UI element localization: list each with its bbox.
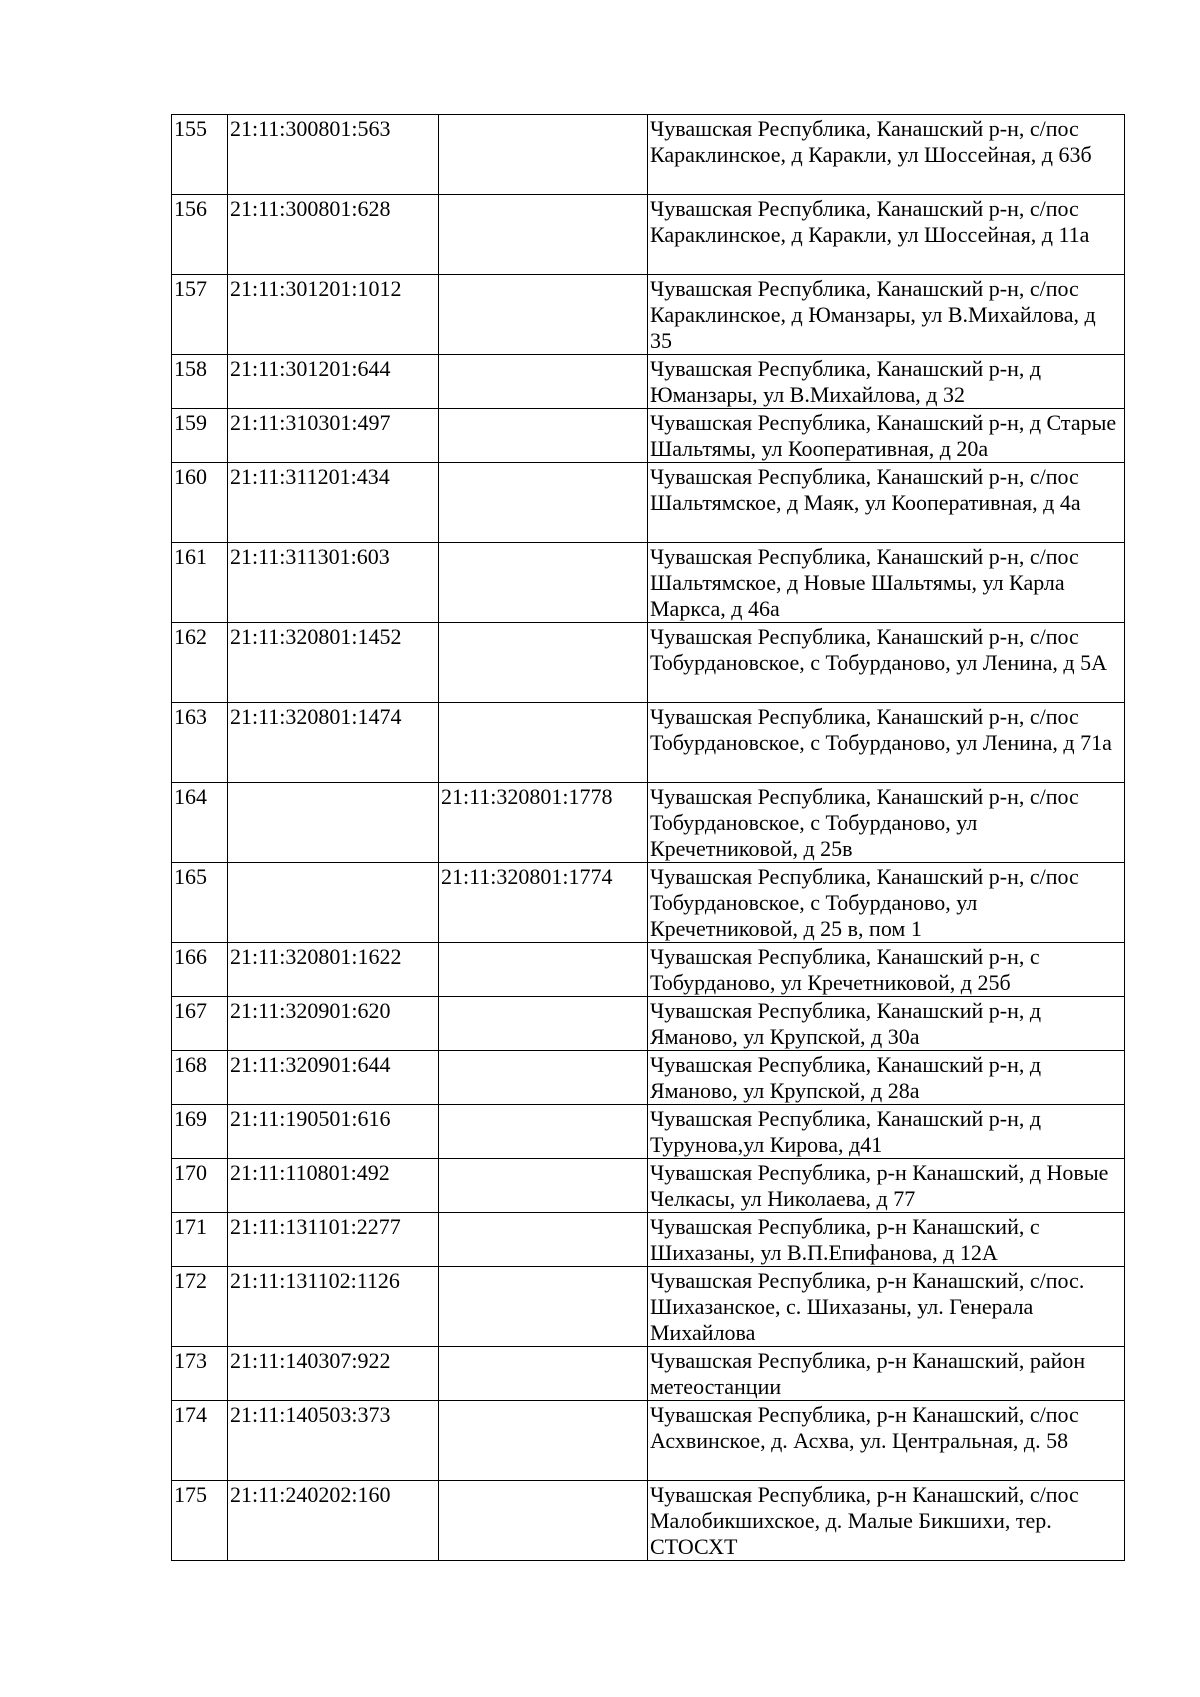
land-cadastral-number-cell: 21:11:311201:434	[228, 463, 439, 543]
row-number-cell: 161	[172, 543, 228, 623]
object-cadastral-number-cell	[439, 115, 648, 195]
object-cadastral-number-cell	[439, 1105, 648, 1159]
land-cadastral-number-cell: 21:11:131102:1126	[228, 1267, 439, 1347]
registry-table	[171, 114, 1125, 1561]
land-cadastral-number-cell: 21:11:320801:1474	[228, 703, 439, 783]
row-number-cell: 165	[172, 863, 228, 943]
table-row	[172, 543, 1125, 623]
land-cadastral-number-cell	[228, 863, 439, 943]
address-cell: Чувашская Республика, р-н Канашский, д Новые Челкасы, ул Николаева, д 77	[648, 1159, 1125, 1213]
table-row	[172, 275, 1125, 355]
row-number-cell: 175	[172, 1481, 228, 1561]
address-cell: Чувашская Республика, Канашский р-н, с/пос Тобурдановское, с Тобурданово, ул Ленина, д 5А	[648, 623, 1125, 703]
address-cell: Чувашская Республика, Канашский р-н, с/пос Караклинское, д Каракли, ул Шоссейная, д 63б	[648, 115, 1125, 195]
registry-table-body	[172, 115, 1125, 1561]
row-number-cell: 162	[172, 623, 228, 703]
land-cadastral-number-cell: 21:11:320801:1452	[228, 623, 439, 703]
table-row	[172, 355, 1125, 409]
object-cadastral-number-cell	[439, 623, 648, 703]
land-cadastral-number-cell: 21:11:110801:492	[228, 1159, 439, 1213]
table-row	[172, 1213, 1125, 1267]
table-row	[172, 115, 1125, 195]
row-number-cell: 172	[172, 1267, 228, 1347]
address-cell: Чувашская Республика, Канашский р-н, с/пос Шальтямское, д Новые Шальтямы, ул Карла Маркса, д 46а	[648, 543, 1125, 623]
table-row	[172, 463, 1125, 543]
table-row	[172, 783, 1125, 863]
table-row	[172, 1481, 1125, 1561]
land-cadastral-number-cell: 21:11:300801:628	[228, 195, 439, 275]
row-number-cell: 170	[172, 1159, 228, 1213]
table-row	[172, 1401, 1125, 1481]
address-cell: Чувашская Республика, р-н Канашский, с/пос. Шихазанское, с. Шихазаны, ул. Генерала Михайлова	[648, 1267, 1125, 1347]
table-row	[172, 863, 1125, 943]
table-row	[172, 1105, 1125, 1159]
address-cell: Чувашская Республика, Канашский р-н, с Тобурданово, ул Кречетниковой, д 25б	[648, 943, 1125, 997]
table-row	[172, 703, 1125, 783]
row-number-cell: 159	[172, 409, 228, 463]
object-cadastral-number-cell	[439, 943, 648, 997]
address-cell: Чувашская Республика, р-н Канашский, с Шихазаны, ул В.П.Епифанова, д 12А	[648, 1213, 1125, 1267]
row-number-cell: 164	[172, 783, 228, 863]
land-cadastral-number-cell: 21:11:310301:497	[228, 409, 439, 463]
land-cadastral-number-cell: 21:11:140503:373	[228, 1401, 439, 1481]
table-row	[172, 623, 1125, 703]
address-cell: Чувашская Республика, р-н Канашский, с/пос Асхвинское, д. Асхва, ул. Центральная, д. 58	[648, 1401, 1125, 1481]
row-number-cell: 166	[172, 943, 228, 997]
table-row	[172, 1347, 1125, 1401]
row-number-cell: 158	[172, 355, 228, 409]
row-number-cell: 169	[172, 1105, 228, 1159]
land-cadastral-number-cell: 21:11:301201:644	[228, 355, 439, 409]
table-row	[172, 997, 1125, 1051]
row-number-cell: 160	[172, 463, 228, 543]
object-cadastral-number-cell	[439, 703, 648, 783]
object-cadastral-number-cell	[439, 1401, 648, 1481]
address-cell: Чувашская Республика, Канашский р-н, д Юманзары, ул В.Михайлова, д 32	[648, 355, 1125, 409]
object-cadastral-number-cell	[439, 1267, 648, 1347]
object-cadastral-number-cell	[439, 1051, 648, 1105]
land-cadastral-number-cell: 21:11:320901:620	[228, 997, 439, 1051]
table-row	[172, 943, 1125, 997]
land-cadastral-number-cell	[228, 783, 439, 863]
object-cadastral-number-cell: 21:11:320801:1778	[439, 783, 648, 863]
address-cell: Чувашская Республика, Канашский р-н, с/пос Караклинское, д Каракли, ул Шоссейная, д 11а	[648, 195, 1125, 275]
land-cadastral-number-cell: 21:11:300801:563	[228, 115, 439, 195]
address-cell: Чувашская Республика, Канашский р-н, с/пос Тобурдановское, с Тобурданово, ул Ленина, д 71а	[648, 703, 1125, 783]
table-row	[172, 1267, 1125, 1347]
row-number-cell: 171	[172, 1213, 228, 1267]
row-number-cell: 173	[172, 1347, 228, 1401]
row-number-cell: 156	[172, 195, 228, 275]
object-cadastral-number-cell	[439, 463, 648, 543]
address-cell: Чувашская Республика, Канашский р-н, с/пос Тобурдановское, с Тобурданово, ул Кречетниковой, д 25 в, пом 1	[648, 863, 1125, 943]
address-cell: Чувашская Республика, Канашский р-н, с/пос Караклинское, д Юманзары, ул В.Михайлова, д 35	[648, 275, 1125, 355]
object-cadastral-number-cell: 21:11:320801:1774	[439, 863, 648, 943]
land-cadastral-number-cell: 21:11:320801:1622	[228, 943, 439, 997]
address-cell: Чувашская Республика, Канашский р-н, д Яманово, ул Крупской, д 28а	[648, 1051, 1125, 1105]
object-cadastral-number-cell	[439, 543, 648, 623]
object-cadastral-number-cell	[439, 1481, 648, 1561]
address-cell: Чувашская Республика, Канашский р-н, д Яманово, ул Крупской, д 30а	[648, 997, 1125, 1051]
row-number-cell: 174	[172, 1401, 228, 1481]
address-cell: Чувашская Республика, р-н Канашский, с/пос Малобикшихское, д. Малые Бикшихи, тер. СТОСХТ	[648, 1481, 1125, 1561]
row-number-cell: 168	[172, 1051, 228, 1105]
land-cadastral-number-cell: 21:11:190501:616	[228, 1105, 439, 1159]
land-cadastral-number-cell: 21:11:240202:160	[228, 1481, 439, 1561]
row-number-cell: 163	[172, 703, 228, 783]
land-cadastral-number-cell: 21:11:320901:644	[228, 1051, 439, 1105]
object-cadastral-number-cell	[439, 409, 648, 463]
land-cadastral-number-cell: 21:11:311301:603	[228, 543, 439, 623]
object-cadastral-number-cell	[439, 1213, 648, 1267]
address-cell: Чувашская Республика, Канашский р-н, с/пос Тобурдановское, с Тобурданово, ул Кречетниковой, д 25в	[648, 783, 1125, 863]
table-row	[172, 1051, 1125, 1105]
row-number-cell: 167	[172, 997, 228, 1051]
object-cadastral-number-cell	[439, 997, 648, 1051]
address-cell: Чувашская Республика, р-н Канашский, район метеостанции	[648, 1347, 1125, 1401]
table-row	[172, 1159, 1125, 1213]
object-cadastral-number-cell	[439, 1159, 648, 1213]
object-cadastral-number-cell	[439, 1347, 648, 1401]
address-cell: Чувашская Республика, Канашский р-н, с/пос Шальтямское, д Маяк, ул Кооперативная, д 4а	[648, 463, 1125, 543]
address-cell: Чувашская Республика, Канашский р-н, д Турунова,ул Кирова, д41	[648, 1105, 1125, 1159]
object-cadastral-number-cell	[439, 275, 648, 355]
table-row	[172, 195, 1125, 275]
row-number-cell: 157	[172, 275, 228, 355]
object-cadastral-number-cell	[439, 355, 648, 409]
land-cadastral-number-cell: 21:11:131101:2277	[228, 1213, 439, 1267]
object-cadastral-number-cell	[439, 195, 648, 275]
address-cell: Чувашская Республика, Канашский р-н, д Старые Шальтямы, ул Кооперативная, д 20а	[648, 409, 1125, 463]
row-number-cell: 155	[172, 115, 228, 195]
land-cadastral-number-cell: 21:11:140307:922	[228, 1347, 439, 1401]
table-row	[172, 409, 1125, 463]
land-cadastral-number-cell: 21:11:301201:1012	[228, 275, 439, 355]
